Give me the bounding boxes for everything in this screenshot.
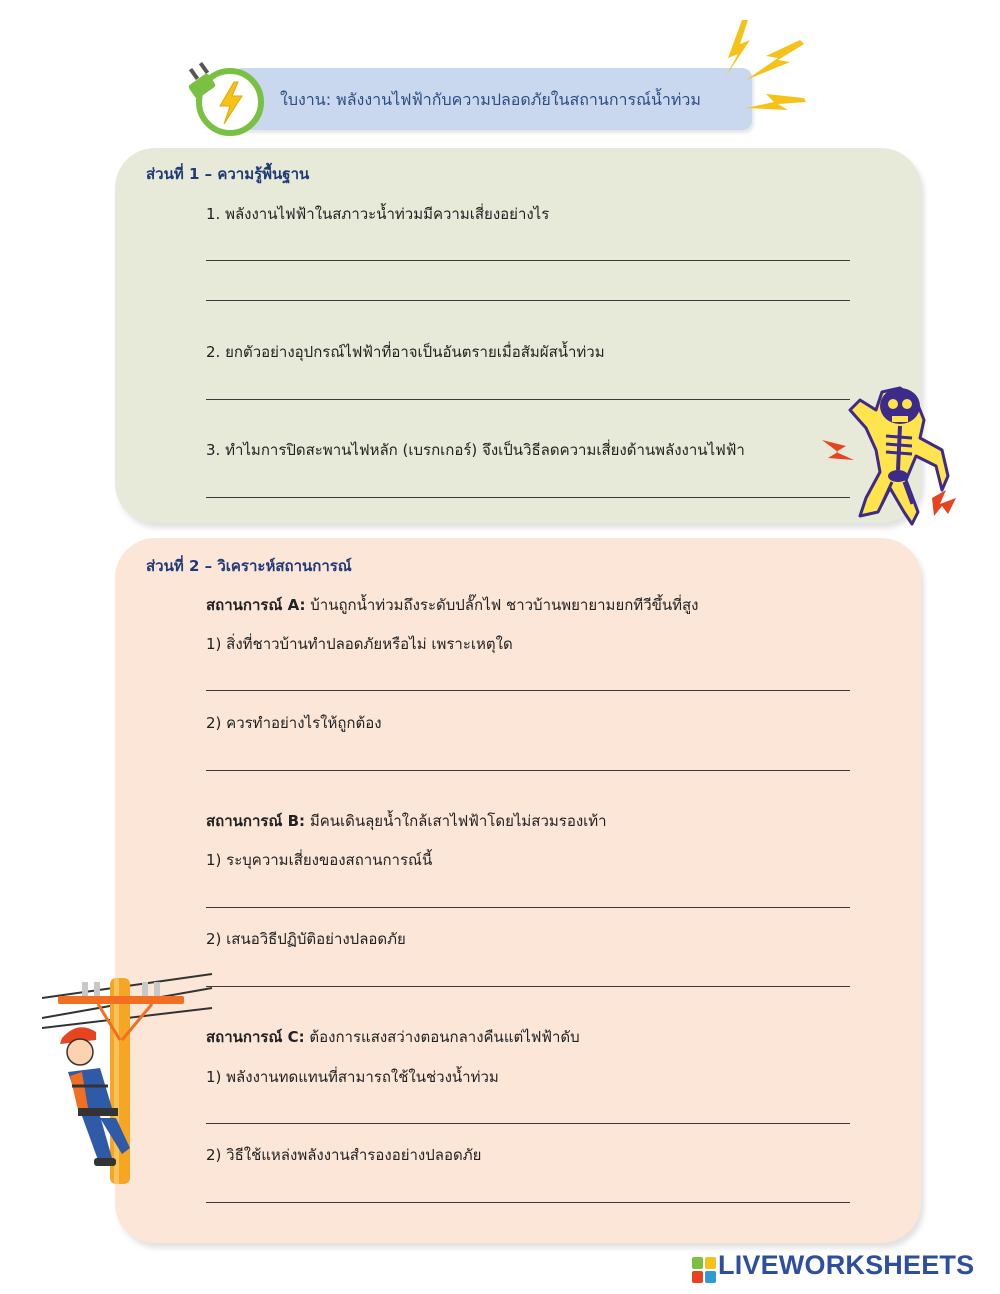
scenario-c-label: สถานการณ์ C: [206, 1028, 305, 1046]
answer-line[interactable] [206, 1123, 850, 1124]
answer-line[interactable] [206, 300, 850, 301]
answer-line[interactable] [206, 260, 850, 261]
answer-line[interactable] [206, 770, 850, 771]
section-1-heading: ส่วนที่ 1 – ความรู้พื้นฐาน [146, 165, 310, 183]
electrocuted-skeleton-icon [820, 380, 962, 530]
lightning-bolts-icon [716, 18, 808, 118]
answer-line[interactable] [206, 1202, 850, 1203]
question-2: 2. ยกตัวอย่างอุปกรณ์ไฟฟ้าที่อาจเป็นอันตรายเมื่อสัมผัสน้ำท่วม [206, 343, 605, 361]
answer-line[interactable] [206, 497, 850, 498]
answer-line[interactable] [206, 907, 850, 908]
brand-wordmark[interactable]: LIVEWORKSHEETS [718, 1250, 975, 1280]
question-3: 3. ทำไมการปิดสะพานไฟหลัก (เบรกเกอร์) จึงเป็นวิธีลดความเสี่ยงด้านพลังงานไฟฟ้า [206, 441, 745, 459]
scenario-c-question-2: 2) วิธีใช้แหล่งพลังงานสำรองอย่างปลอดภัย [206, 1146, 482, 1164]
scenario-b [206, 809, 607, 833]
scenario-b-question-1: 1) ระบุความเสี่ยงของสถานการณ์นี้ [206, 851, 433, 869]
question-1: 1. พลังงานไฟฟ้าในสภาวะน้ำท่วมมีความเสี่ยงอย่างไร [206, 205, 550, 223]
worksheet-title: ใบงาน: พลังงานไฟฟ้ากับความปลอดภัยในสถานการณ์น้ำท่วม [280, 90, 701, 109]
liveworksheets-logo-icon [692, 1257, 716, 1283]
answer-line[interactable] [206, 986, 850, 987]
scenario-a-question-2: 2) ควรทำอย่างไรให้ถูกต้อง [206, 714, 382, 732]
scenario-c-question-1: 1) พลังงานทดแทนที่สามารถใช้ในช่วงน้ำท่วม [206, 1068, 499, 1086]
scenario-b-label: สถานการณ์ B: [206, 812, 306, 830]
scenario-c [206, 1025, 580, 1049]
answer-line[interactable] [206, 399, 850, 400]
scenario-b-text: มีคนเดินลุยน้ำใกล้เสาไฟฟ้าโดยไม่สวมรองเท้า [305, 812, 607, 830]
answer-line[interactable] [206, 690, 850, 691]
scenario-a-question-1: 1) สิ่งที่ชาวบ้านทำปลอดภัยหรือไม่ เพราะเหตุใด [206, 635, 513, 653]
scenario-a [206, 593, 699, 617]
scenario-c-text: ต้องการแสงสว่างตอนกลางคืนแต่ไฟฟ้าดับ [304, 1028, 580, 1046]
electric-plug-icon [186, 60, 270, 140]
scenario-b-question-2: 2) เสนอวิธีปฏิบัติอย่างปลอดภัย [206, 930, 406, 948]
scenario-a-label: สถานการณ์ A: [206, 596, 306, 614]
electrician-on-pole-icon [42, 968, 214, 1186]
scenario-a-text: บ้านถูกน้ำท่วมถึงระดับปลั๊กไฟ ชาวบ้านพยายามยกทีวีขึ้นที่สูง [305, 596, 699, 614]
section-2-heading: ส่วนที่ 2 – วิเคราะห์สถานการณ์ [146, 557, 352, 575]
